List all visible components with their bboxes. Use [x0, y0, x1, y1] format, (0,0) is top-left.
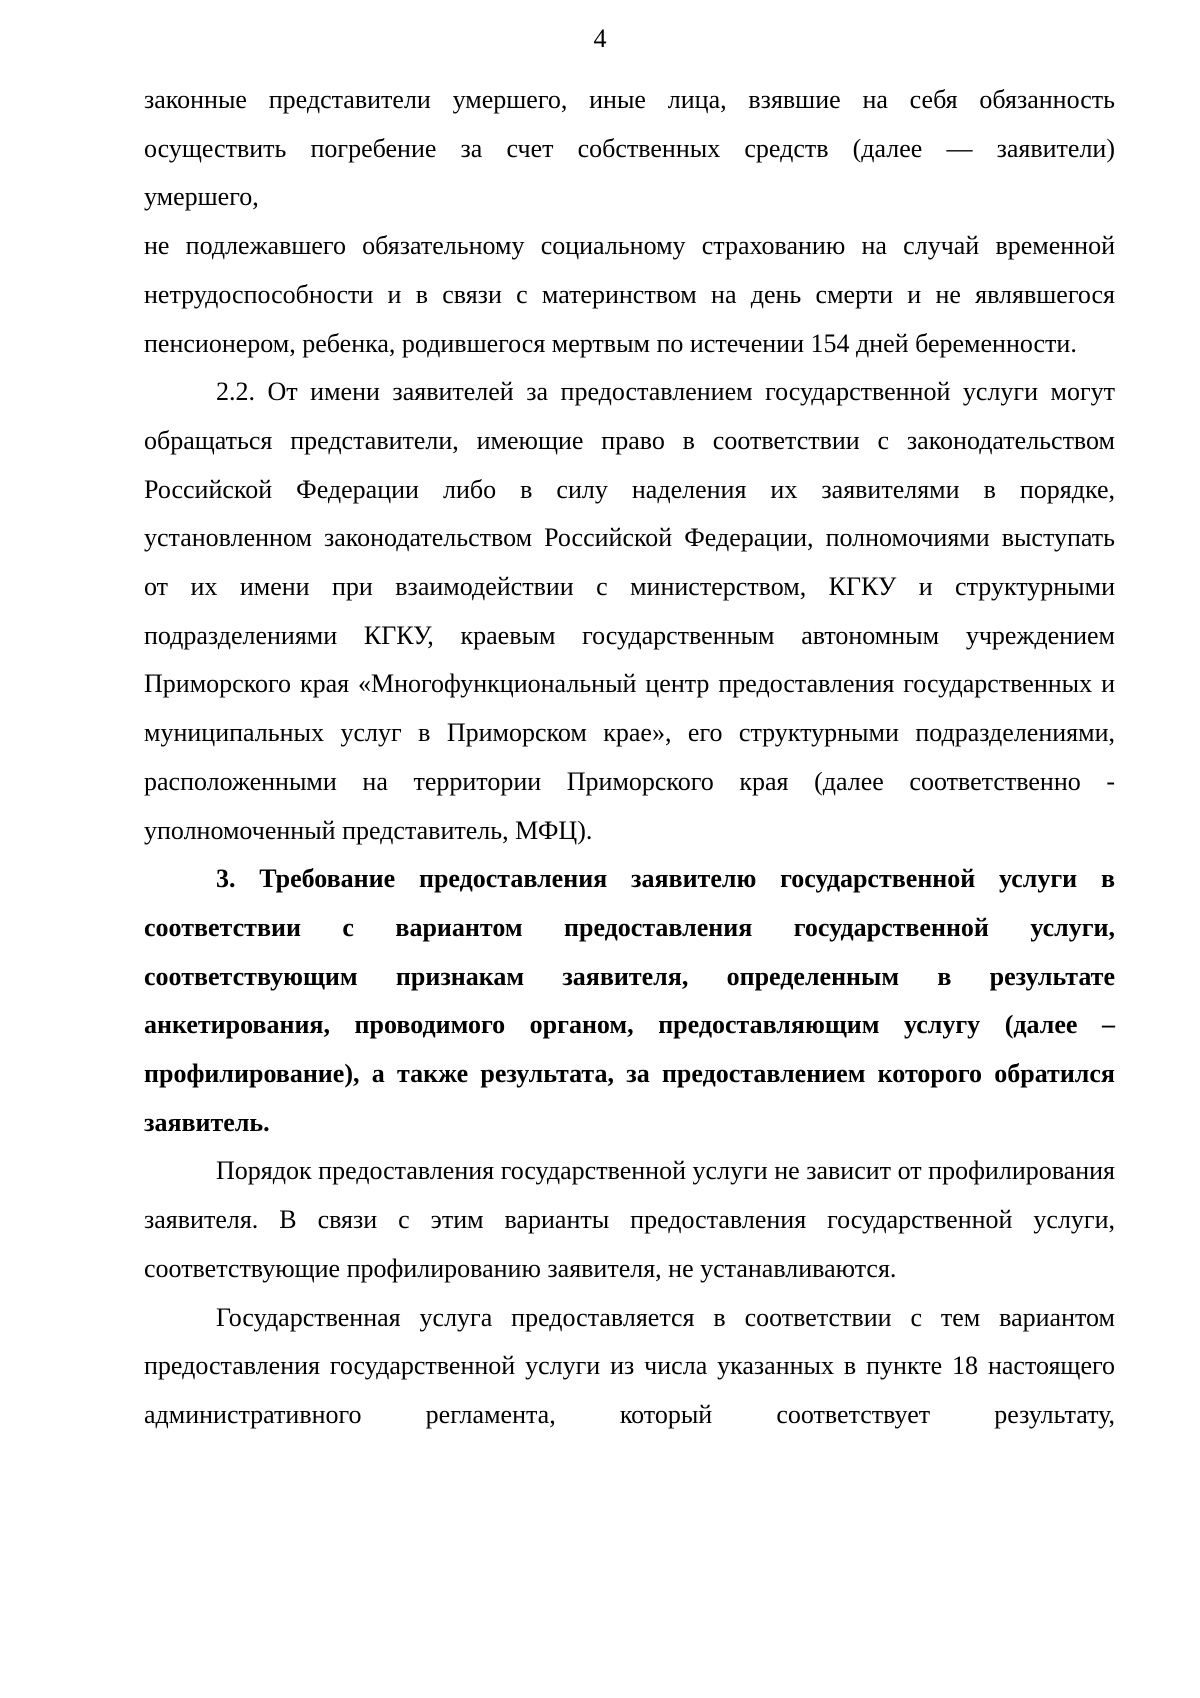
paragraph-2-2-representatives: 2.2. От имени заявителей за предоставлением государственной услуги могут обращаться представители, имеющие право в соответствии с законодательством Российской Федерации либо в силу наделения их заявителями в порядке, установленном законодательством Российской Федерации, полномочиями выступать от их имени при взаимодействии с министерством, КГКУ и структурными подразделениями КГКУ, краевым государственным автономным учреждением Приморского края «Многофункциональный центр предоставления государственных и муниципальных услуг в Приморском крае», его структурными подразделениями, расположенными на территории Приморского края (далее соответственно - уполномоченный представитель, МФЦ). [144, 377, 1115, 845]
paragraph-text: умершего, [144, 182, 259, 212]
paragraph-applicants-line-1 [144, 76, 1115, 125]
paragraph-applicants-line-3 [144, 173, 1115, 222]
page-number: 4 [593, 24, 607, 53]
paragraph-profiling-order: Порядок предоставления государственной услуги не зависит от профилирования заявителя. В связи с этим варианты предоставления государственной услуги, соответствующие профилированию заявителя, не устанавливаются. [144, 1156, 1115, 1283]
paragraph-text: осуществить погребение за счет собственных средств (далее — заявители) [144, 133, 1115, 163]
paragraph-not-insured: не подлежавшего обязательному социальному страхованию на случай временной нетрудоспособности и в связи с материнством на день смерти и не являвшегося пенсионером, ребенка, родившегося мертвым по истечении 154 дней беременности. [144, 231, 1115, 358]
section-3-heading: 3. Требование предоставления заявителю государственной услуги в соответствии с вариантом предоставления государственной услуги, соответствующим признакам заявителя, определенным в результате анкетирования, проводимого органом, предоставляющим услугу (далее – профилирование), а также результата, за предоставлением которого обратился заявитель. [144, 864, 1115, 1137]
paragraph-service-variant: Государственная услуга предоставляется в соответствии с тем вариантом предоставления государственной услуги из числа указанных в пункте 18 настоящего административного регламента, который соответствует результату, [144, 1302, 1115, 1429]
paragraph-text: законные представители умершего, иные лица, взявшие на себя обязанность [144, 85, 1115, 114]
paragraph-applicants-line-2 [144, 125, 1115, 174]
document-body [144, 76, 1115, 1440]
